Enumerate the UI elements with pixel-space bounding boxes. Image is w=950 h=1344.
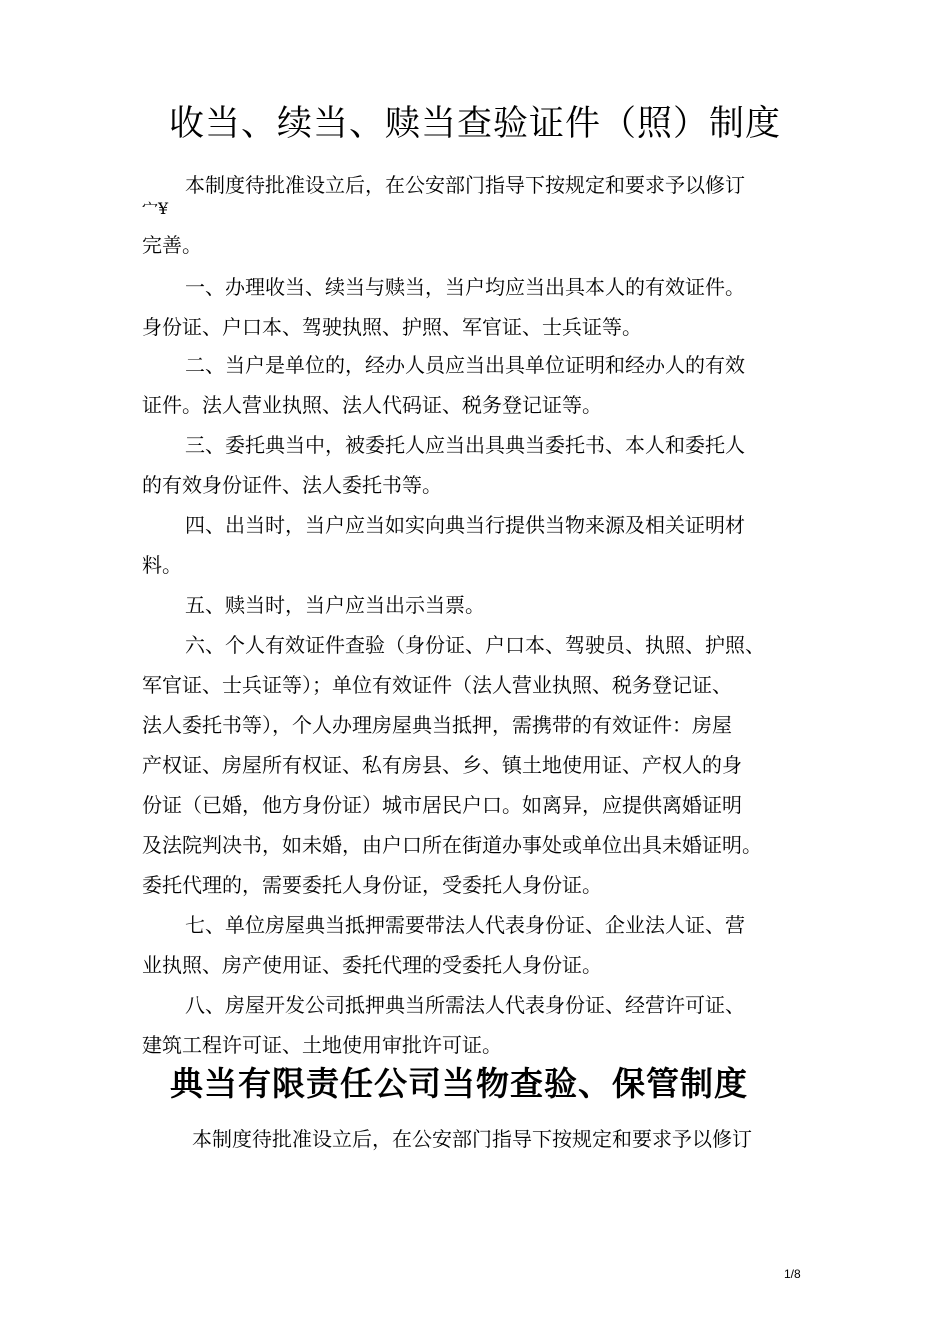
intro-line-1: 本制度待批准设立后，在公安部门指导下按规定和要求予以修订 — [185, 173, 745, 197]
para-3-line-2: 的有效身份证件、法人委托书等。 — [142, 473, 442, 497]
para-6-line-5: 份证（已婚，他方身份证）城市居民户口。如离异，应提供离婚证明 — [142, 793, 742, 817]
para-4-line-2: 料。 — [142, 553, 182, 577]
para-7-line-1: 七、单位房屋典当抵押需要带法人代表身份证、企业法人证、营 — [185, 913, 745, 937]
page-number: 1/8 — [784, 1267, 801, 1281]
para-6-line-3: 法人委托书等），个人办理房屋典当抵押，需携带的有效证件：房屋 — [142, 713, 732, 737]
para-6-line-6: 及法院判决书，如未婚，由户口所在街道办事处或单位出具未婚证明。 — [142, 833, 762, 857]
para-2-line-2: 证件。法人营业执照、法人代码证、税务登记证等。 — [142, 393, 602, 417]
section-2-line-1: 本制度待批准设立后，在公安部门指导下按规定和要求予以修订 — [192, 1127, 752, 1151]
para-3-line-1: 三、委托典当中，被委托人应当出具典当委托书、本人和委托人 — [185, 433, 745, 457]
para-2-line-1: 二、当户是单位的，经办人员应当出具单位证明和经办人的有效 — [185, 353, 745, 377]
page-title: 收当、续当、赎当查验证件（照）制度 — [168, 104, 781, 144]
para-1-line-1: 一、办理收当、续当与赎当，当户均应当出具本人的有效证件。 — [185, 275, 745, 299]
section-2-title: 典当有限责任公司当物查验、保管制度 — [170, 1064, 748, 1103]
para-4-line-1: 四、出当时，当户应当如实向典当行提供当物来源及相关证明材 — [185, 513, 745, 537]
intro-line-2: 完善。 — [142, 233, 202, 257]
intro-stray-mark: 宀¥ — [142, 199, 169, 218]
para-6-line-1: 六、个人有效证件查验（身份证、户口本、驾驶员、执照、护照、 — [185, 633, 765, 657]
para-6-line-4: 产权证、房屋所有权证、私有房县、乡、镇土地使用证、产权人的身 — [142, 753, 742, 777]
para-6-line-7: 委托代理的，需要委托人身份证，受委托人身份证。 — [142, 873, 602, 897]
para-8-line-2: 建筑工程许可证、土地使用审批许可证。 — [142, 1033, 502, 1057]
para-7-line-2: 业执照、房产使用证、委托代理的受委托人身份证。 — [142, 953, 602, 977]
para-5-line-1: 五、赎当时，当户应当出示当票。 — [185, 593, 485, 617]
para-1-line-2: 身份证、户口本、驾驶执照、护照、军官证、士兵证等。 — [142, 315, 642, 339]
para-8-line-1: 八、房屋开发公司抵押典当所需法人代表身份证、经营许可证、 — [185, 993, 745, 1017]
para-6-line-2: 军官证、士兵证等）；单位有效证件（法人营业执照、税务登记证、 — [142, 673, 732, 697]
